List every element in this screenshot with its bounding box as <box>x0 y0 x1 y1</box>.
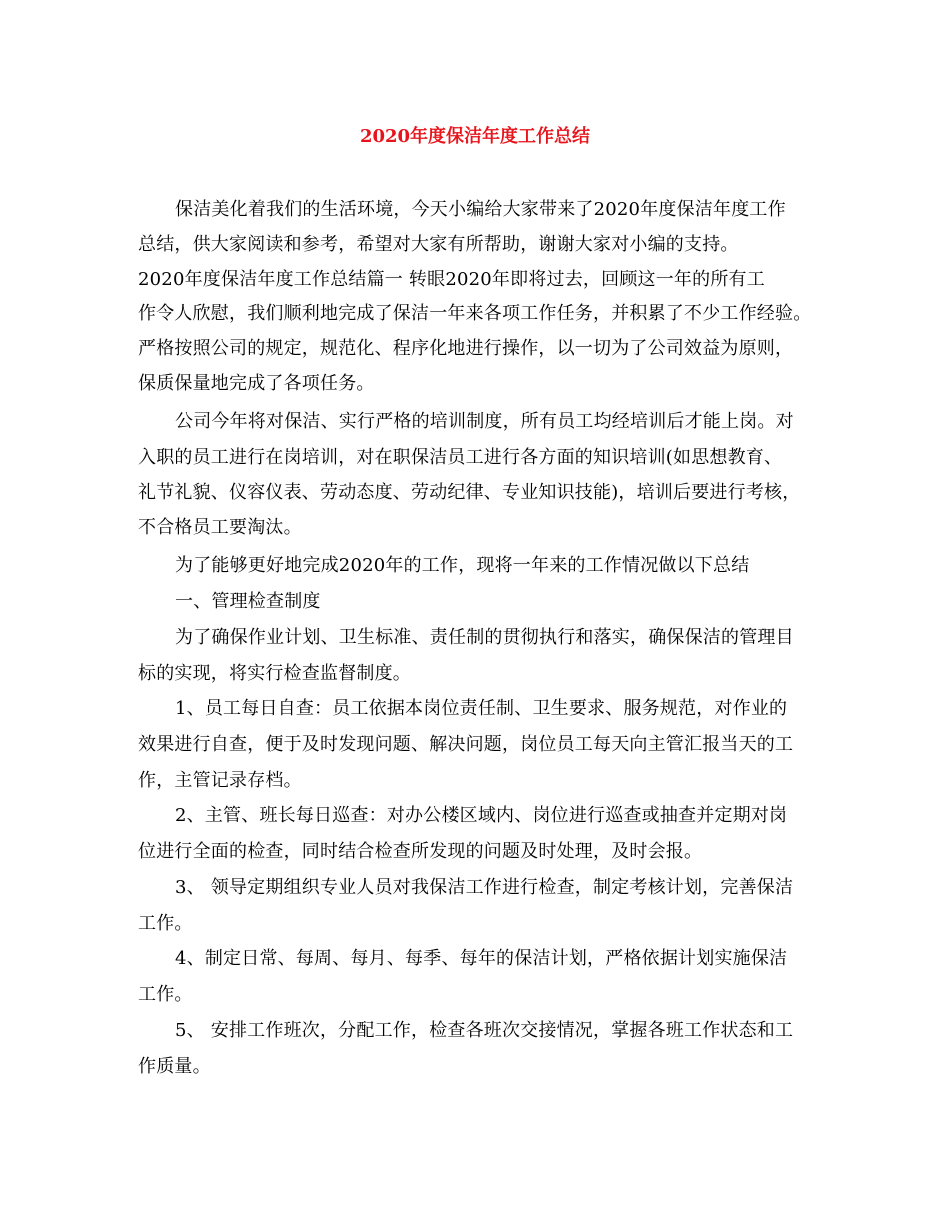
document-title: 2020年度保洁年度工作总结 <box>359 126 591 147</box>
paragraph-line: 保洁美化着我们的生活环境，今天小编给大家带来了2020年度保洁年度工作 <box>175 199 786 220</box>
list-item-line: 2、主管、班长每日巡查：对办公楼区域内、岗位进行巡查或抽查并定期对岗 <box>175 805 788 826</box>
paragraph-line: 礼节礼貌、仪容仪表、劳动态度、劳动纪律、专业知识技能)，培训后要进行考核， <box>138 482 801 503</box>
paragraph-line: 不合格员工要淘汰。 <box>138 517 302 538</box>
section-heading: 一、管理检查制度 <box>175 591 321 612</box>
paragraph-line: 公司今年将对保洁、实行严格的培训制度，所有员工均经培训后才能上岗。对 <box>175 411 794 432</box>
list-item-line: 工作。 <box>138 984 193 1005</box>
list-item-line: 1、员工每日自查：员工依据本岗位责任制、卫生要求、服务规范，对作业的 <box>175 698 788 719</box>
paragraph-line: 保质保量地完成了各项任务。 <box>138 373 375 394</box>
list-item-line: 工作。 <box>138 913 193 934</box>
paragraph-line: 总结，供大家阅读和参考，希望对大家有所帮助，谢谢大家对小编的支持。 <box>138 234 739 255</box>
list-item-line: 5、 安排工作班次，分配工作，检查各班次交接情况，掌握各班工作状态和工 <box>175 1020 794 1041</box>
list-item-line: 效果进行自查，便于及时发现问题、解决问题，岗位员工每天向主管汇报当天的工 <box>138 734 794 755</box>
list-item-line: 位进行全面的检查，同时结合检查所发现的问题及时处理，及时会报。 <box>138 841 703 862</box>
paragraph-line: 为了确保作业计划、卫生标准、责任制的贯彻执行和落实，确保保洁的管理目 <box>175 627 794 648</box>
paragraph-line: 为了能够更好地完成2020年的工作，现将一年来的工作情况做以下总结 <box>175 555 750 576</box>
list-item-line: 4、制定日常、每周、每月、每季、每年的保洁计划，严格依据计划实施保洁 <box>175 948 788 969</box>
paragraph-line: 2020年度保洁年度工作总结篇一 转眼2020年即将过去，回顾这一年的所有工 <box>138 269 765 290</box>
list-item-line: 作，主管记录存档。 <box>138 770 302 791</box>
list-item-line: 3、 领导定期组织专业人员对我保洁工作进行检查，制定考核计划，完善保洁 <box>175 877 794 898</box>
paragraph-line: 标的实现，将实行检查监督制度。 <box>138 663 411 684</box>
paragraph-line: 严格按照公司的规定，规范化、程序化地进行操作，以一切为了公司效益为原则， <box>138 338 794 359</box>
list-item-line: 作质量。 <box>138 1056 211 1077</box>
paragraph-line: 入职的员工进行在岗培训，对在职保洁员工进行各方面的知识培训(如思想教育、 <box>138 447 783 468</box>
paragraph-line: 作令人欣慰，我们顺利地完成了保洁一年来各项工作任务，并积累了不少工作经验。 <box>138 303 812 324</box>
